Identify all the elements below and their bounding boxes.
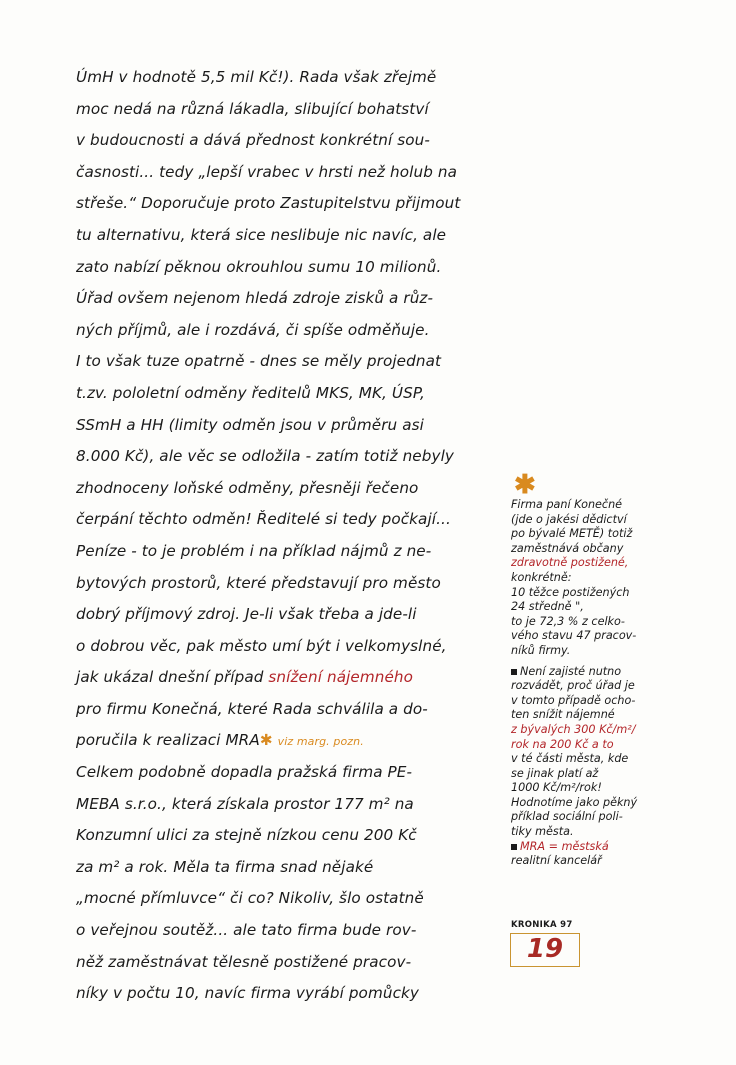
text-line: za m² a rok. Měla ta firma snad nějaké: [76, 857, 374, 876]
bullet-icon: [511, 669, 517, 675]
margin-line: Firma paní Konečné: [511, 498, 623, 511]
margin-line: příklad sociální poli-: [511, 810, 623, 824]
margin-line: zdravotně postižené,: [511, 556, 629, 570]
margin-line: tiky města.: [511, 825, 574, 839]
text-line: časnosti... tedy „lepší vrabec v hrsti než holub na: [76, 162, 458, 181]
text-line: Celkem podobně dopadla pražská firma PE-: [76, 763, 413, 782]
text-line: Peníze - to je problém i na příklad nájmů z ne-: [76, 541, 432, 560]
chronicle-label: KRONIKA 97: [511, 920, 573, 930]
margin-line: MRA = městská: [520, 839, 609, 853]
text-line: t.zv. pololetní odměny ředitelů MKS, MK, ÚSP,: [76, 383, 425, 402]
text-line: o veřejnou soutěž... ale tato firma bude rov-: [76, 921, 417, 940]
margin-line: z bývalých 300 Kč/m²/: [511, 722, 636, 736]
page-number: 19: [510, 933, 580, 967]
margin-line: se jinak platí až: [511, 766, 599, 780]
text-line: čerpání těchto odměn! Ředitelé si tedy počkají...: [76, 510, 451, 529]
text-line: o dobrou věc, pak město umí být i velkomyslné,: [76, 636, 447, 655]
margin-note: [511, 476, 711, 869]
margin-line: (jde o jakési dědictví: [511, 512, 627, 526]
text-line: poručila k realizaci MRA: [76, 731, 260, 750]
margin-line: rozvádět, proč úřad je: [511, 679, 635, 693]
text-line: moc nedá na různá lákadla, slibující bohatství: [76, 99, 429, 118]
text-line: ných příjmů, ale i rozdává, či spíše odměňuje.: [76, 320, 430, 339]
text-line: I to však tuze opatrně - dnes se měly projednat: [76, 352, 442, 371]
text-line: dobrý příjmový zdroj. Je-li však třeba a jde-li: [76, 605, 417, 624]
text-line: něž zaměstnávat tělesně postižené pracov-: [76, 952, 412, 971]
margin-line: rok na 200 Kč a to: [511, 737, 614, 751]
margin-line: to je 72,3 % z celko-: [511, 614, 625, 628]
text-line-with-reference: [76, 725, 506, 757]
margin-line: 1000 Kč/m²/rok!: [511, 781, 602, 795]
bullet-icon: [511, 844, 517, 850]
margin-reference-note: viz marg. pozn.: [277, 735, 364, 749]
text-line: střeše.“ Doporučuje proto Zastupitelstvu přijmout: [76, 194, 461, 213]
text-line: zhodnoceny loňské odměny, přesněji řečeno: [76, 478, 419, 497]
margin-line-with-bullet: [511, 840, 711, 855]
text-line: zato nabízí pěknou okrouhlou sumu 10 milionů.: [76, 257, 442, 276]
text-line: Konzumní ulici za stejně nízkou cenu 200 Kč: [76, 826, 417, 845]
text-line-with-highlight: [76, 662, 506, 694]
margin-line: konkrétně:: [511, 570, 572, 584]
margin-line: Hodnotíme jako pěkný: [511, 795, 638, 809]
text-line: MEBA s.r.o., která získala prostor 177 m² na: [76, 794, 414, 813]
text-line: pro firmu Konečná, které Rada schválila a do-: [76, 699, 428, 718]
text-line: ÚmH v hodnotě 5,5 mil Kč!). Rada však zřejmě: [76, 68, 437, 86]
margin-line: v tomto případě ocho-: [511, 693, 636, 707]
margin-line: v té části města, kde: [511, 752, 629, 766]
spacer: [511, 476, 711, 498]
margin-line: realitní kancelář: [511, 854, 602, 868]
asterisk-icon: ✱: [514, 470, 536, 500]
text-line: SSmH a HH (limity odměn jsou v průměru asi: [76, 415, 424, 434]
margin-line: Není zajisté nutno: [520, 664, 622, 678]
margin-line: 10 těžce postižených: [511, 585, 630, 599]
text-line: tu alternativu, která sice neslibuje nic navíc, ale: [76, 225, 447, 244]
text-line: „mocné přímluvce“ či co? Nikoliv, šlo ostatně: [76, 889, 424, 908]
main-text-column: [76, 62, 506, 1010]
margin-line-with-bullet: [511, 665, 711, 680]
text-line: v budoucnosti a dává přednost konkrétní sou-: [76, 131, 430, 150]
margin-line: po bývalé METĚ) totiž: [511, 527, 633, 541]
margin-line: zaměstnává občany: [511, 541, 624, 555]
margin-line: ten snížit nájemné: [511, 708, 615, 722]
asterisk-icon: ✱: [259, 731, 273, 750]
margin-line: 24 středně ",: [511, 600, 584, 614]
text-line: jak ukázal dnešní případ snížení nájemného: [76, 668, 414, 687]
text-line: níky v počtu 10, navíc firma vyrábí pomůcky: [76, 984, 420, 1003]
text-line: 8.000 Kč), ale věc se odložila - zatím totiž nebyly: [76, 447, 454, 466]
text-line: bytových prostorů, které představují pro město: [76, 573, 441, 592]
margin-line: níků firmy.: [511, 643, 571, 657]
text-line: Úřad ovšem nejenom hledá zdroje zisků a růz-: [76, 289, 434, 308]
margin-line: vého stavu 47 pracov-: [511, 629, 637, 643]
